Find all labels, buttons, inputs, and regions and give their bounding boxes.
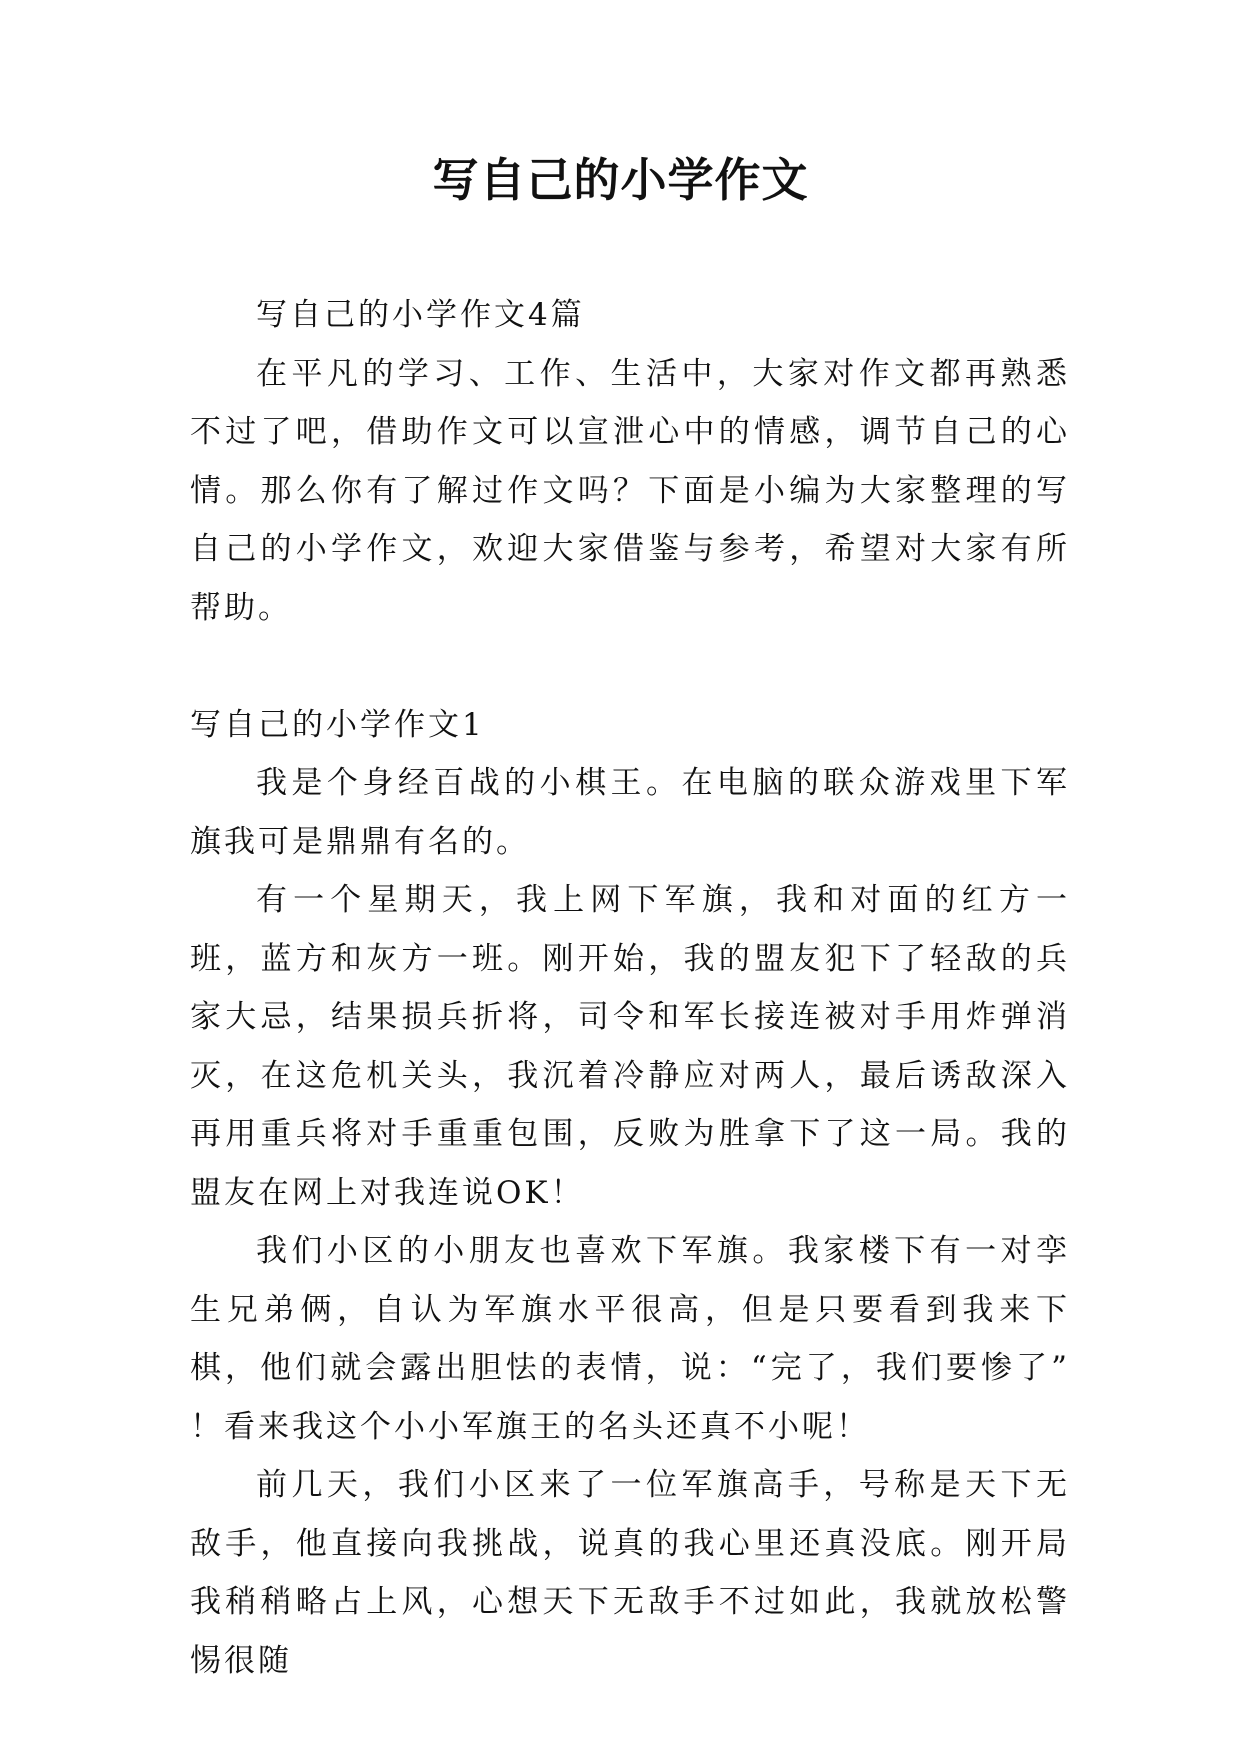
body-paragraph: 有一个星期天，我上网下军旗，我和对面的红方一班，蓝方和灰方一班。刚开始，我的盟友犯下了轻敌的兵家大忌，结果损兵折将，司令和军长接连被对手用炸弹消灭，在这危机关头，我沉着冷静应对两人，最后诱敌深入再用重兵将对手重重包围，反败为胜拿下了这一局。我的盟友在网上对我连说OK！	[190, 882, 1070, 1211]
document-subtitle: 写自己的小学作文4篇	[256, 297, 585, 333]
paragraph-gap	[190, 637, 1070, 696]
document-title: 写自己的小学作文	[432, 153, 809, 207]
document-body	[190, 286, 1070, 1690]
body-paragraph: 我是个身经百战的小棋王。在电脑的联众游戏里下军旗我可是鼎鼎有名的。	[190, 765, 1070, 860]
section-heading: 写自己的小学作文1	[190, 706, 485, 743]
intro-paragraph: 在平凡的学习、工作、生活中，大家对作文都再熟悉不过了吧，借助作文可以宣泄心中的情感，调节自己的心情。那么你有了解过作文吗？下面是小编为大家整理的写自己的小学作文，欢迎大家借鉴与参考，希望对大家有所帮助。	[190, 355, 1070, 626]
body-paragraph: 我们小区的小朋友也喜欢下军旗。我家楼下有一对孪生兄弟俩，自认为军旗水平很高，但是只要看到我来下棋，他们就会露出胆怯的表情，说：“完了，我们要惨了” ！看来我这个小小军旗王的名头还真不小呢！	[190, 1233, 1070, 1445]
body-paragraph: 前几天，我们小区来了一位军旗高手，号称是天下无敌手，他直接向我挑战，说真的我心里还真没底。刚开局我稍稍略占上风，心想天下无敌手不过如此，我就放松警惕很随	[190, 1467, 1070, 1679]
